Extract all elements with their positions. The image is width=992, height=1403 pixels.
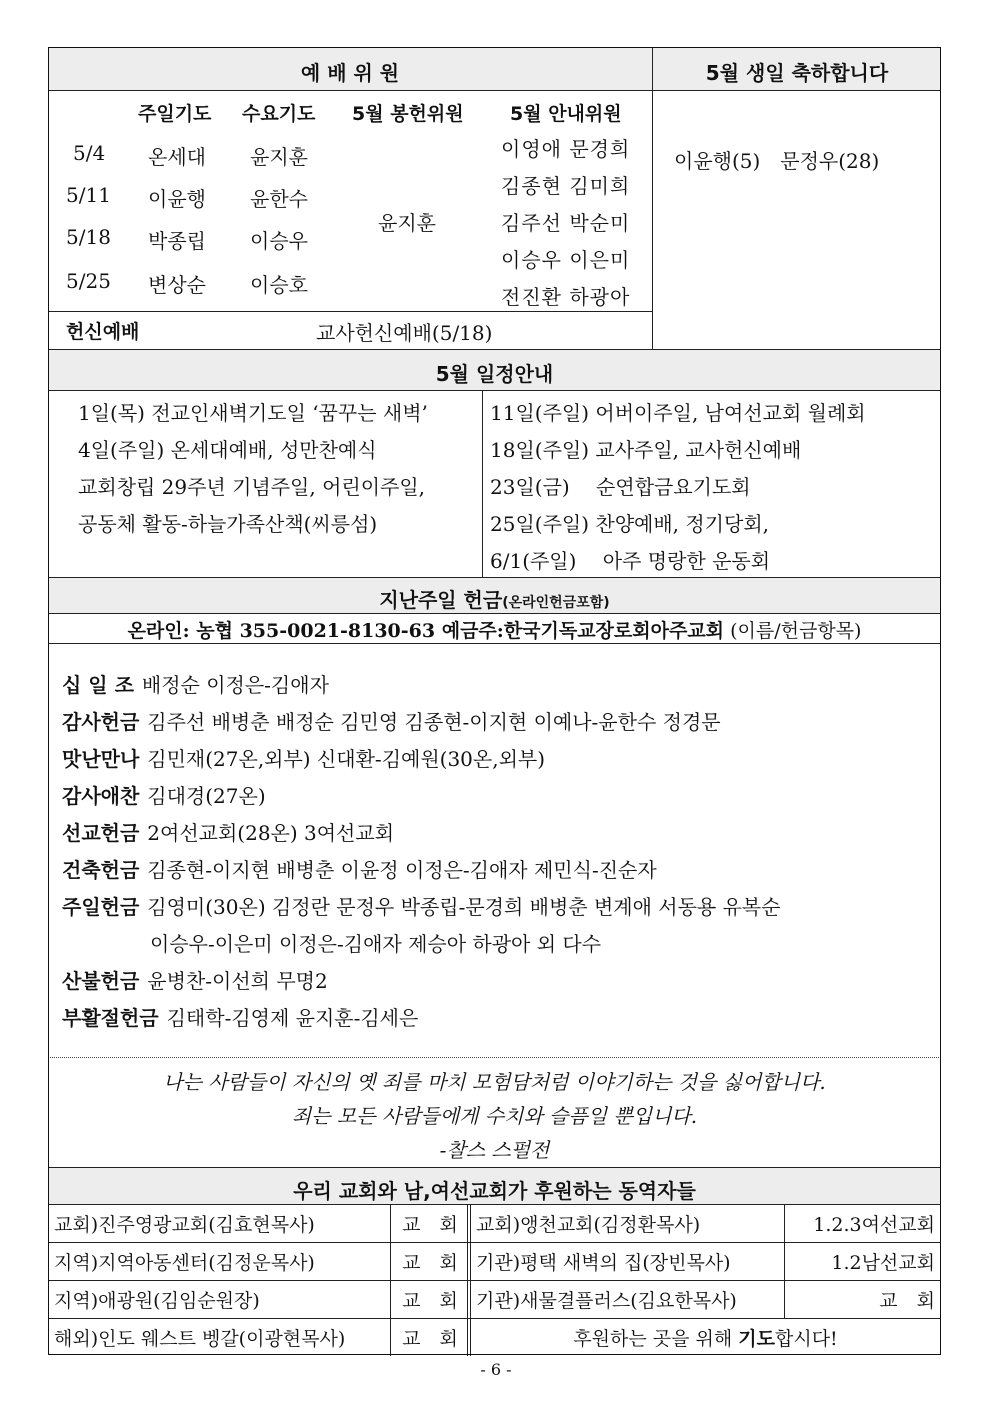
- worship-date: 5/11: [66, 183, 111, 207]
- supporter-group: 교 회: [402, 1251, 458, 1274]
- wednesday-prayer: 이승우: [250, 229, 308, 253]
- schedule-item: 23일(금) 순연합금요기도회: [490, 475, 751, 499]
- supported-ministry: 교회)진주영광교회(김효현목사): [54, 1213, 315, 1236]
- sunday-prayer: 온세대: [148, 145, 206, 169]
- offering-names: 이승우-이은미 이정은-김애자 제승아 하광아 외 다수: [150, 932, 602, 956]
- supporter-group: 교 회: [402, 1327, 458, 1350]
- offering-names: 김영미(30온) 김정란 문정우 박종립-문경희 배병춘 변계애 서동용 유복순: [147, 895, 781, 919]
- bulletin-page: [48, 47, 941, 1355]
- wednesday-prayer: 윤한수: [250, 187, 308, 211]
- wednesday-prayer: 이승호: [250, 273, 308, 297]
- online-account-note: (이름/헌금항목): [724, 620, 862, 642]
- schedule-item: 교회창립 29주년 기념주일, 어린이주일,: [78, 475, 426, 499]
- offering-label: 주일헌금: [62, 895, 140, 919]
- schedule-item: 1일(목) 전교인새벽기도일 ‘꿈꾸는 새벽’: [78, 401, 428, 425]
- offering-header-sub: (온라인헌금포함): [502, 595, 610, 611]
- quote-source: -찰스 스펄전: [439, 1138, 550, 1162]
- offering-label: 건축헌금: [62, 858, 140, 882]
- prayer-emphasis: 기도: [738, 1327, 775, 1350]
- offering-label: 감사애찬: [62, 784, 140, 808]
- worship-date: 5/18: [66, 225, 111, 249]
- schedule-header: 5월 일정안내: [435, 362, 554, 386]
- offering-names: 김종현-이지현 배병춘 이윤정 이정은-김애자 제민식-진순자: [147, 858, 657, 882]
- supporter-group: 교 회: [879, 1289, 935, 1312]
- page-number: - 6 -: [480, 1360, 512, 1379]
- sunday-prayer: 박종립: [148, 229, 206, 253]
- offering-names: 김주선 배병춘 배정순 김민영 김종현-이지현 이예나-윤한수 정경문: [147, 710, 721, 734]
- online-account-info: 온라인: 농협 355-0021-8130-63 예금주:한국기독교장로회아주교회: [127, 620, 725, 642]
- schedule-item: 18일(주일) 교사주일, 교사헌신예배: [490, 438, 802, 462]
- supported-ministry: 해외)인도 웨스트 벵갈(이광현목사): [54, 1327, 346, 1350]
- supported-ministry: 교회)앵천교회(김정환목사): [476, 1213, 701, 1236]
- offering-member: 윤지훈: [378, 211, 436, 235]
- wednesday-prayer: 윤지훈: [250, 145, 308, 169]
- support-header: 우리 교회와 남,여선교회가 후원하는 동역자들: [293, 1179, 696, 1203]
- offering-names: 윤병찬-이선희 무명2: [147, 969, 328, 993]
- page-frame: [48, 47, 941, 1355]
- guide-member: 이승우 이은미: [501, 248, 631, 272]
- quote-line: 나는 사람들이 자신의 옛 죄를 마치 모험담처럼 이야기하는 것을 싫어합니다.: [163, 1070, 826, 1094]
- worship-date: 5/4: [73, 141, 106, 165]
- supporter-group: 1.2남선교회: [831, 1251, 935, 1274]
- guide-member: 김종현 김미희: [501, 174, 631, 198]
- quote-line: 죄는 모든 사람들에게 수치와 슬픔일 뿐입니다.: [291, 1104, 698, 1128]
- col-offering-member: 5월 봉헌위원: [352, 103, 464, 125]
- schedule-item: 공동체 활동-하늘가족산책(씨릉섬): [78, 512, 378, 536]
- sunday-prayer: 변상순: [148, 273, 206, 297]
- schedule-item: 6/1(주일) 아주 명랑한 운동회: [490, 549, 771, 573]
- col-guide-member: 5월 안내위원: [510, 103, 622, 125]
- supported-ministry: 지역)지역아동센터(김정운목사): [54, 1251, 315, 1274]
- supporter-group: 1.2.3여선교회: [813, 1213, 935, 1236]
- offering-label: 산불헌금: [62, 969, 140, 993]
- schedule-item: 11일(주일) 어버이주일, 남여선교회 월례회: [490, 401, 866, 425]
- worship-date: 5/25: [66, 269, 111, 293]
- birthday-names: 이윤행(5) 문정우(28): [674, 149, 880, 173]
- offering-label: 감사헌금: [62, 710, 140, 734]
- supporter-group: 교 회: [402, 1213, 458, 1236]
- worship-header: 예 배 위 원: [300, 61, 400, 85]
- offering-label: 십 일 조: [62, 673, 134, 697]
- dedication-value: 교사헌신예배(5/18): [316, 321, 493, 345]
- offering-names: 2여선교회(28온) 3여선교회: [147, 821, 395, 845]
- col-wednesday-prayer: 수요기도: [242, 103, 316, 125]
- schedule-item: 25일(주일) 찬양예배, 정기당회,: [490, 512, 770, 536]
- prayer-text: 합시다!: [774, 1327, 838, 1350]
- guide-member: 김주선 박순미: [501, 211, 631, 235]
- offering-names: 김대경(27온): [147, 784, 266, 808]
- supporter-group: 교 회: [402, 1289, 458, 1312]
- guide-member: 이영애 문경희: [501, 137, 631, 161]
- col-sunday-prayer: 주일기도: [138, 103, 212, 125]
- offering-header-title: 지난주일 헌금: [379, 588, 503, 612]
- birthday-header: 5월 생일 축하합니다: [705, 61, 889, 85]
- schedule-item: 4일(주일) 온세대예배, 성만찬예식: [78, 438, 377, 462]
- guide-member: 전진환 하광아: [501, 285, 631, 309]
- dedication-label: 헌신예배: [66, 321, 140, 343]
- supported-ministry: 기관)새물결플러스(김요한목사): [476, 1289, 737, 1312]
- offering-label: 부활절헌금: [62, 1006, 159, 1030]
- sunday-prayer: 이윤행: [148, 187, 206, 211]
- offering-names: 배정순 이정은-김애자: [141, 673, 329, 697]
- offering-names: 김민재(27온,외부) 신대환-김예원(30온,외부): [147, 747, 546, 771]
- offering-names: 김태학-김영제 윤지훈-김세은: [166, 1006, 419, 1030]
- prayer-text: 후원하는 곳을 위해: [573, 1327, 739, 1350]
- supported-ministry: 지역)애광원(김임순원장): [54, 1289, 260, 1312]
- supported-ministry: 기관)평택 새벽의 집(장빈목사): [476, 1251, 731, 1274]
- offering-label: 맛난만나: [62, 747, 140, 771]
- offering-label: 선교헌금: [62, 821, 140, 845]
